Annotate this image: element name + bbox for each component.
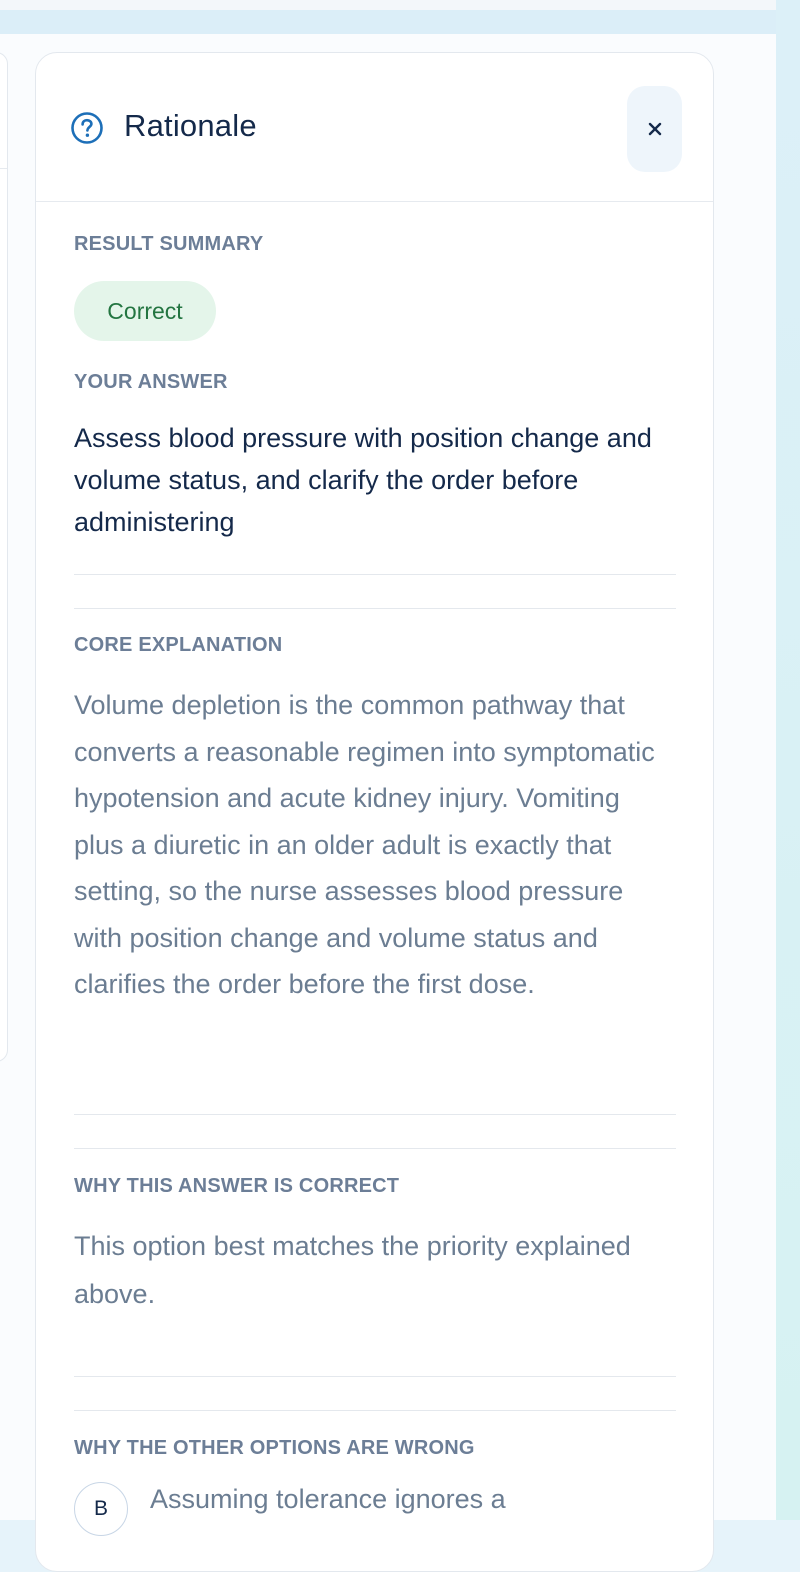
close-icon [647, 121, 663, 137]
your-answer-text: Assess blood pressure with position change and volume status, and clarify the order before administering [74, 423, 652, 537]
section-divider [74, 574, 676, 575]
why-correct-label: WHY THIS ANSWER IS CORRECT [74, 1175, 400, 1197]
question-card [0, 52, 8, 1062]
core-explanation-text: Volume depletion is the common pathway that converts a reasonable regimen into symptomatic hypotension and acute kidney injury. Vomiting plus a diuretic in an older adult is exactly that setting, so the nurse assesses blood pressure with position change and volume status and clarifies the order before the first dose. [74, 690, 655, 999]
section-divider [74, 608, 676, 609]
why-wrong-label: WHY THE OTHER OPTIONS ARE WRONG [74, 1437, 475, 1459]
core-explanation-label: CORE EXPLANATION [74, 634, 283, 656]
top-strip [0, 10, 800, 34]
top-bar [0, 0, 776, 10]
panel-header [36, 53, 713, 202]
status-badge: Correct [74, 281, 216, 341]
wrong-option-item [74, 1482, 674, 1542]
section-divider [74, 1410, 676, 1411]
rationale-panel [35, 52, 714, 1572]
close-button[interactable] [627, 86, 682, 172]
section-divider [74, 1114, 676, 1115]
question-card-divider [0, 168, 7, 169]
question-circle-icon [70, 111, 104, 145]
result-summary-label: RESULT SUMMARY [74, 233, 264, 255]
section-divider [74, 1376, 676, 1377]
panel-title: Rationale [124, 108, 257, 143]
page-scroll-edge [776, 0, 800, 1520]
section-divider [74, 1148, 676, 1149]
why-correct-text: This option best matches the priority explained above. [74, 1231, 631, 1309]
option-letter-badge: B [74, 1482, 128, 1536]
your-answer-label: YOUR ANSWER [74, 371, 228, 393]
option-rationale-text: Assuming tolerance ignores a [150, 1484, 506, 1514]
